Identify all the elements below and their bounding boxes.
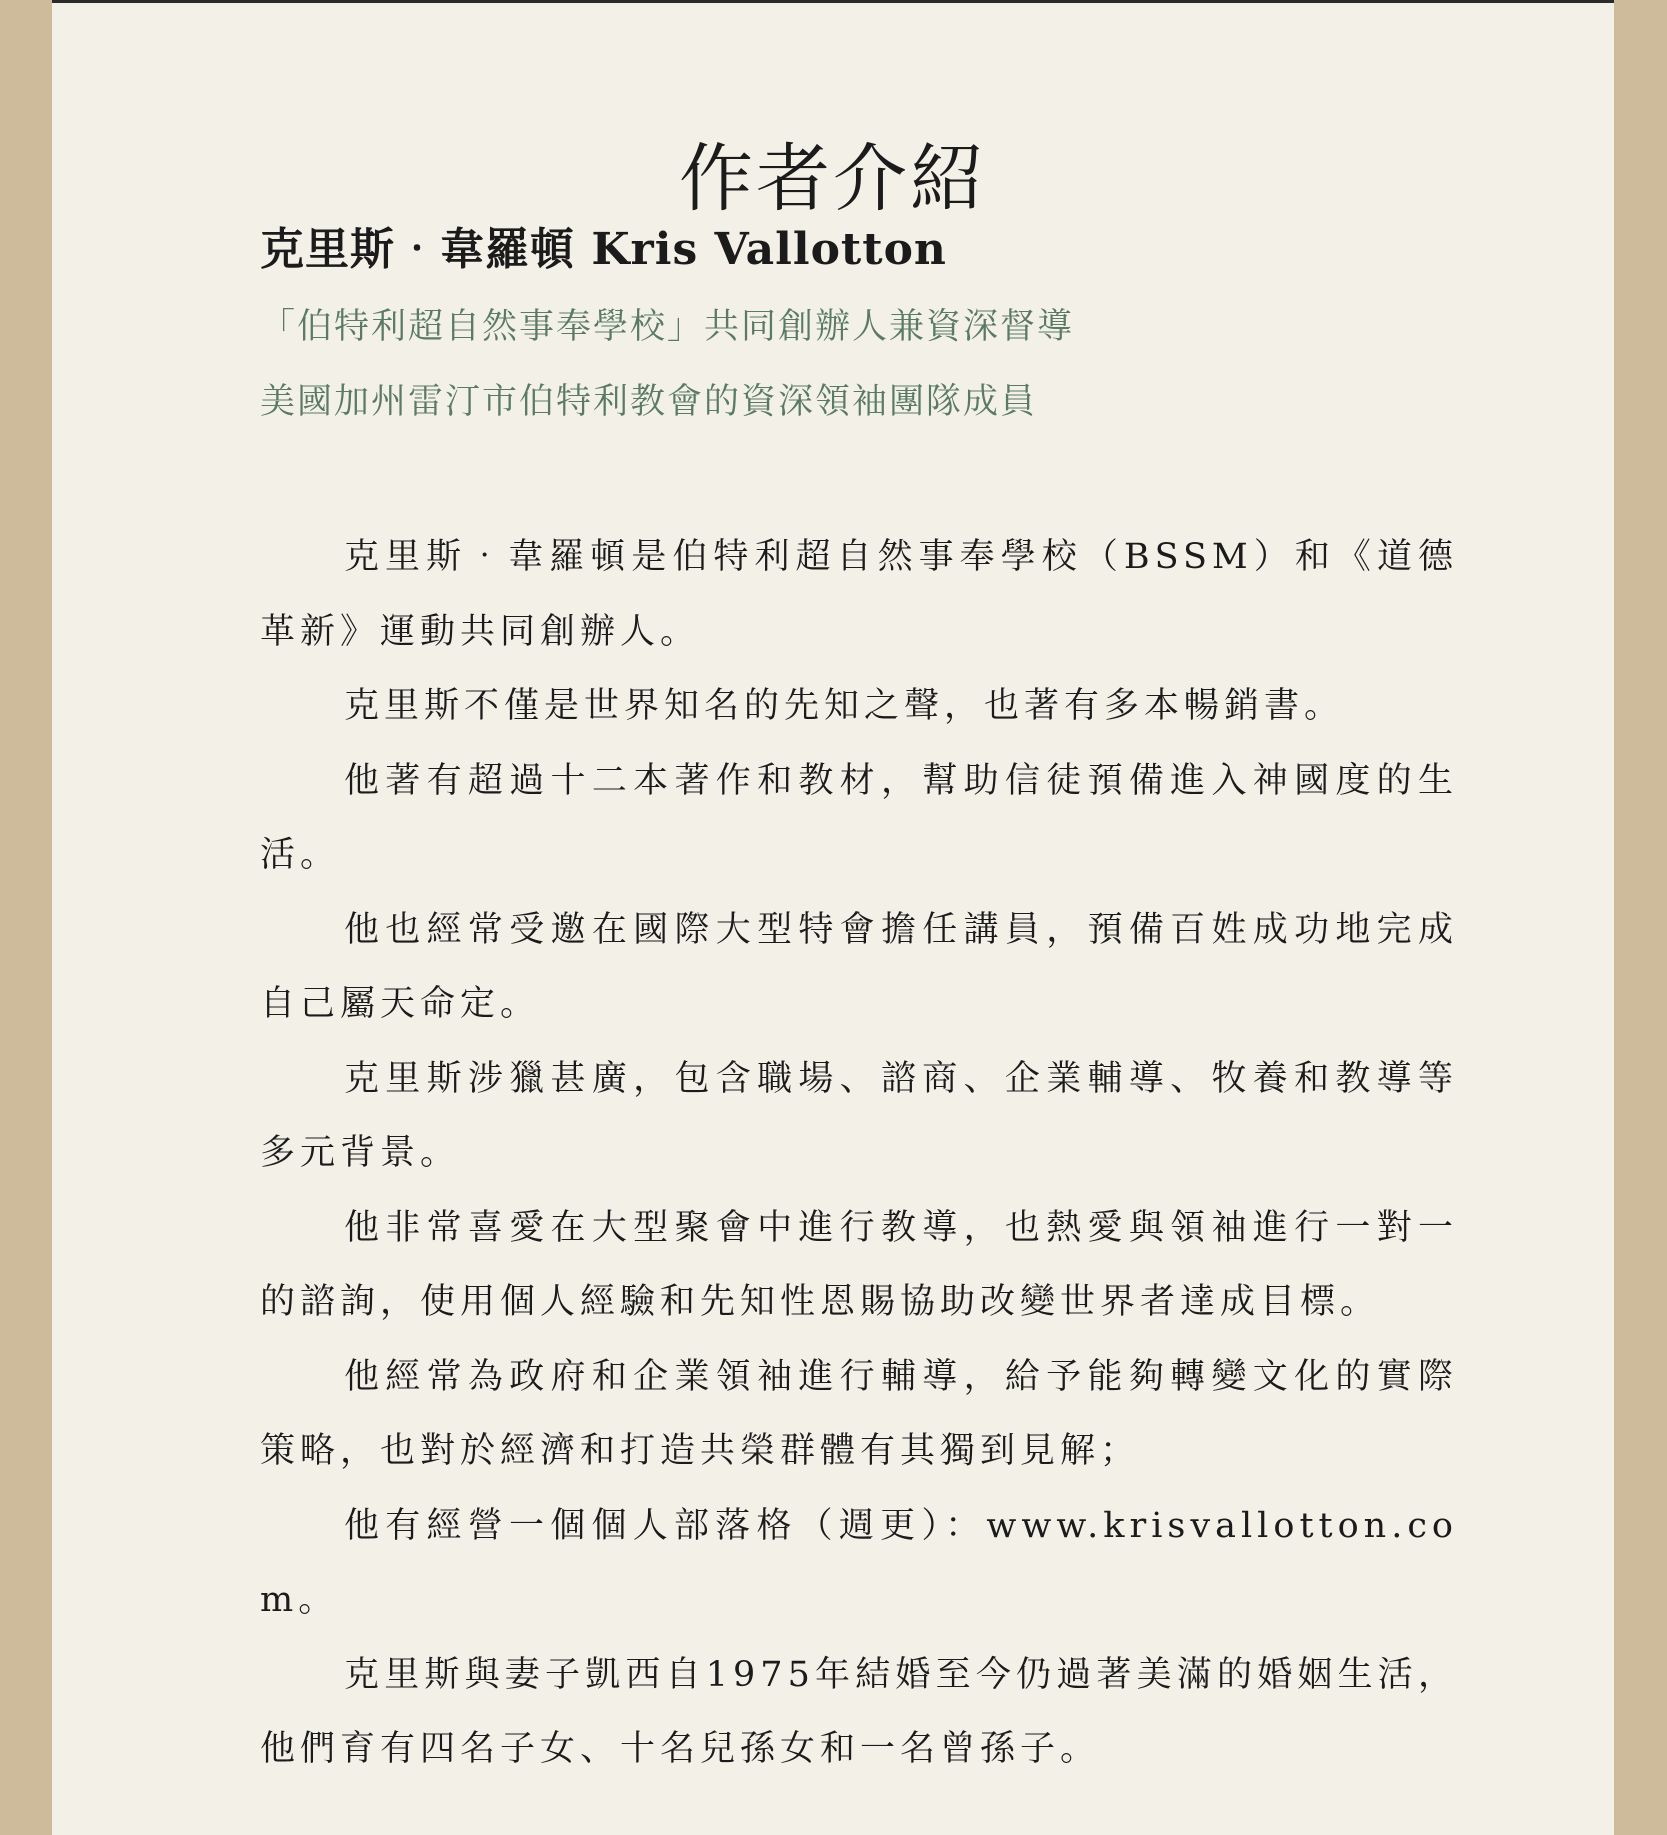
bio-body [260,520,1458,1787]
page-title: 作者介紹 [679,135,987,222]
bio-paragraph-4: 他也經常受邀在國際大型特會擔任講員，預備百姓成功地完成自己屬天命定。 [260,909,1458,1024]
bio-paragraph-7: 他經常為政府和企業領袖進行輔導，給予能夠轉變文化的實際策略，也對於經濟和打造共榮群體有其獨到見解； [260,1356,1458,1471]
page [52,0,1614,1835]
bio-paragraph-1: 克里斯‧韋羅頓是伯特利超自然事奉學校（BSSM）和《道德革新》運動共同創辦人。 [260,537,1458,652]
author-role-2: 美國加州雷汀市伯特利教會的資深領袖團隊成員 [260,382,1038,422]
top-rule [52,0,1614,3]
bio-paragraph-5: 克里斯涉獵甚廣，包含職場、諮商、企業輔導、牧養和教導等多元背景。 [260,1058,1458,1173]
author-name: 克里斯‧韋羅頓 Kris Vallotton [260,224,947,275]
author-role-1: 「伯特利超自然事奉學校」共同創辦人兼資深督導 [260,307,1075,347]
bio-paragraph-3: 他著有超過十二本著作和教材，幫助信徒預備進入神國度的生活。 [260,760,1458,875]
bio-paragraph-2: 克里斯不僅是世界知名的先知之聲，也著有多本暢銷書。 [344,686,1345,726]
bio-paragraph-8: 他有經營一個個人部落格（週更）：www.krisvallotton.com。 [260,1505,1458,1620]
bio-paragraph-9: 克里斯與妻子凱西自1975年結婚至今仍過著美滿的婚姻生活，他們育有四名子女、十名兒孫女和一名曾孫子。 [260,1654,1458,1769]
bio-paragraph-6: 他非常喜愛在大型聚會中進行教導，也熱愛與領袖進行一對一的諮詢，使用個人經驗和先知性恩賜協助改變世界者達成目標。 [260,1207,1458,1322]
